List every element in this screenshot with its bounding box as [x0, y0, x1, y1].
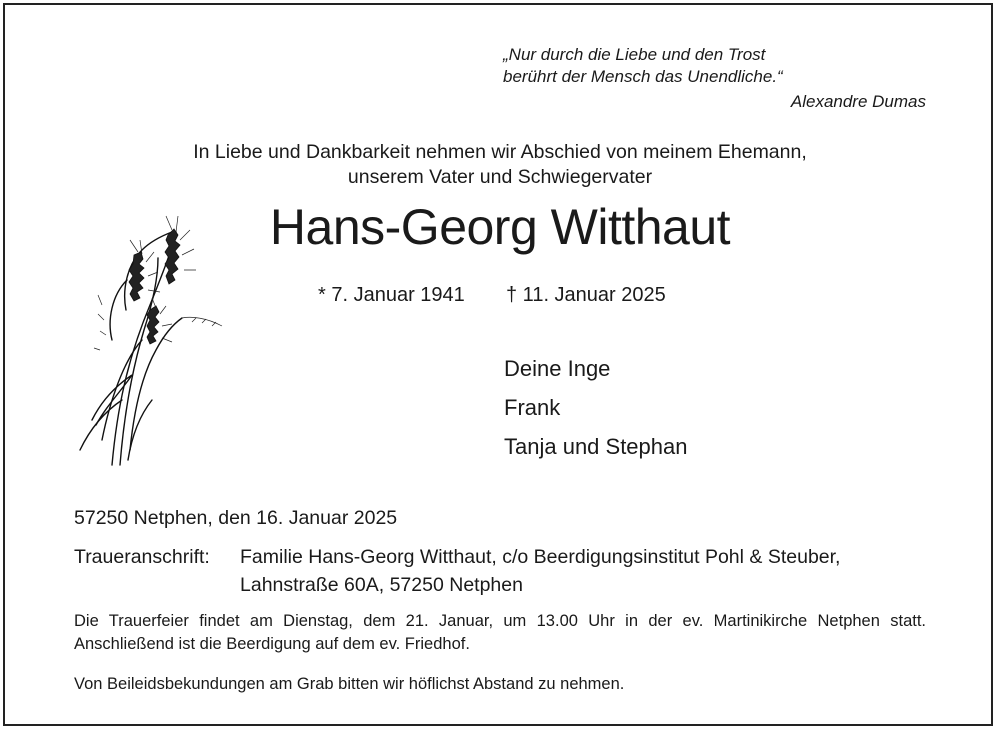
address-line-1: Familie Hans-Georg Witthaut, c/o Beerdigungsinstitut Pohl & Steuber,	[240, 546, 841, 568]
death-date: † 11. Januar 2025	[506, 284, 666, 306]
address-line-2: Lahnstraße 60A, 57250 Netphen	[240, 574, 523, 596]
city: Netphen,	[133, 507, 213, 529]
place-date	[74, 507, 397, 530]
quote-line-1: „Nur durch die Liebe und den Trost	[503, 45, 766, 64]
family-member: Tanja und Stephan	[504, 434, 688, 459]
intro-line-2: unserem Vater und Schwiegervater	[347, 166, 653, 188]
address-label: Traueranschrift:	[74, 546, 210, 568]
quote-author: Alexandre Dumas	[790, 92, 926, 111]
condolence-notice: Von Beileidsbekundungen am Grab bitten wir höflichst Abstand zu nehmen.	[74, 675, 625, 693]
family-member: Deine Inge	[504, 356, 611, 381]
quote-line-2: berührt der Mensch das Unendliche.“	[503, 67, 783, 86]
family-member: Frank	[504, 395, 561, 420]
zip-code: 57250	[74, 507, 129, 529]
quote	[503, 44, 783, 88]
intro-line-1: In Liebe und Dankbarkeit nehmen wir Abschied von meinem Ehemann,	[193, 141, 807, 163]
date: den 16. Januar 2025	[218, 507, 398, 529]
wheat-illustration-icon	[72, 210, 232, 470]
funeral-notice: Die Trauerfeier findet am Dienstag, dem 21. Januar, um 13.00 Uhr in der ev. Martinikirche Netphen statt. Anschließend ist die Beerdigung auf dem ev. Friedhof.	[74, 612, 926, 653]
deceased-name: Hans-Georg Witthaut	[269, 199, 731, 255]
birth-date: * 7. Januar 1941	[318, 284, 465, 306]
